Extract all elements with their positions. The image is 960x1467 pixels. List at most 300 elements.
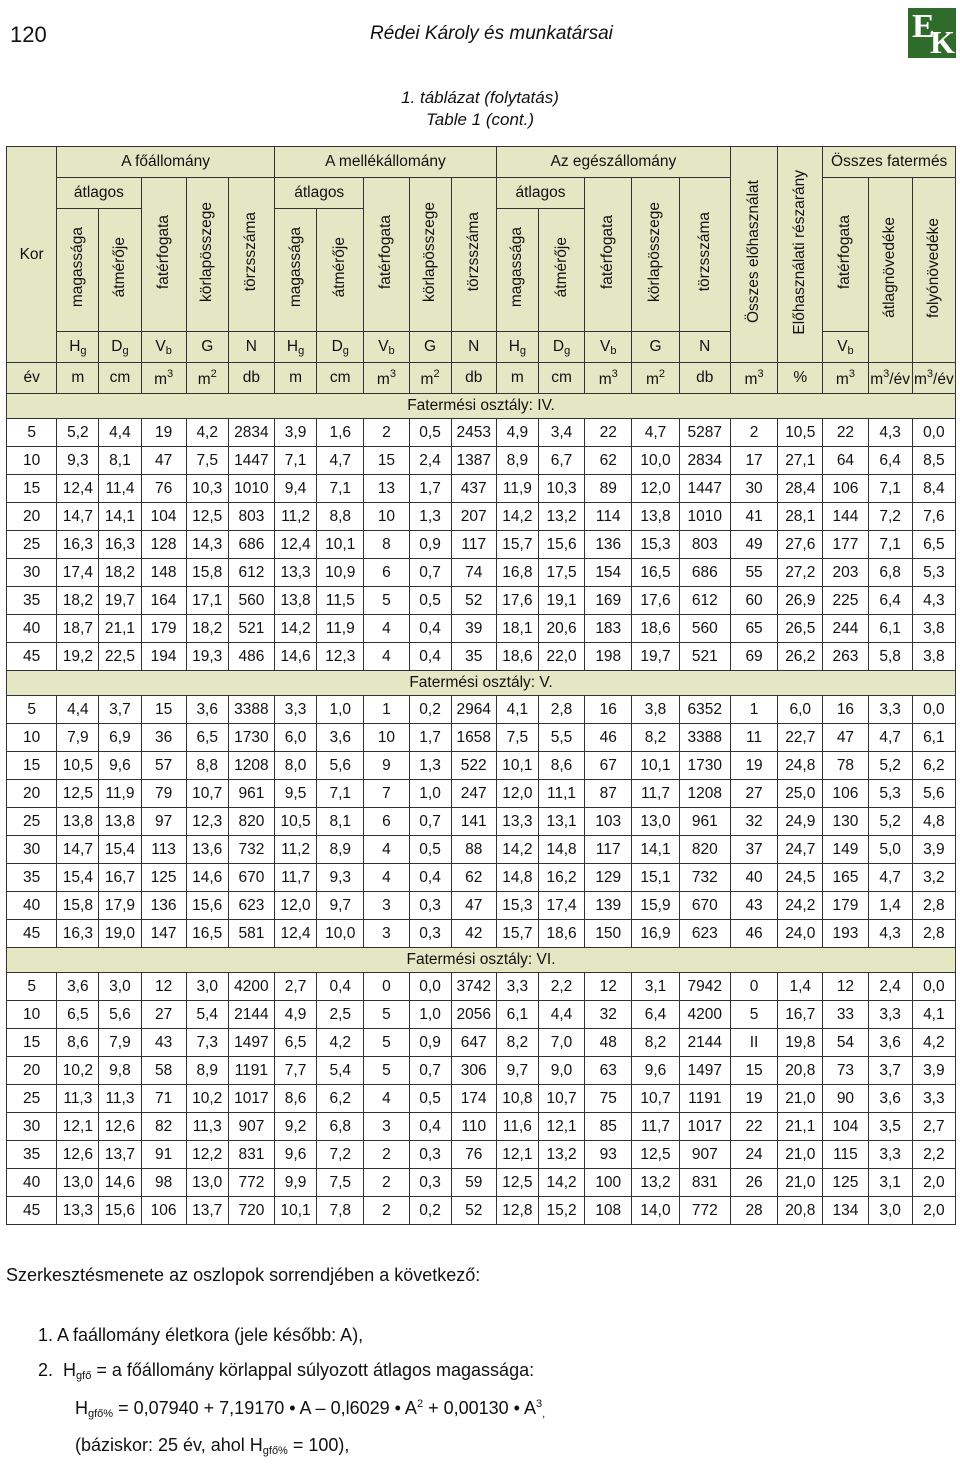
table-cell: 6,8: [317, 1113, 364, 1141]
table-cell: 22: [823, 419, 868, 447]
header-torzsszama: törzsszáma: [679, 178, 730, 332]
unit-m2: $m^2$: [186, 363, 228, 394]
age-cell: 30: [7, 559, 57, 587]
table-cell: 76: [451, 1141, 496, 1169]
table-cell: 20,8: [778, 1197, 823, 1225]
header-magassaga: magassága: [496, 209, 538, 332]
header-atlagnovedeke: átlagnövedéke: [868, 178, 912, 363]
table-cell: 1,0: [317, 696, 364, 724]
table-cell: 97: [141, 808, 186, 836]
table-cell: 15,8: [186, 559, 228, 587]
table-cell: 8,6: [538, 752, 584, 780]
section-header-row: [7, 671, 956, 696]
table-cell: 0,0: [912, 973, 955, 1001]
table-caption-en: Table 1 (cont.): [425, 110, 535, 129]
age-cell: 15: [7, 475, 57, 503]
table-cell: 21,0: [778, 1169, 823, 1197]
table-cell: 4,2: [912, 1029, 955, 1057]
header-korlaposszege: körlapösszege: [409, 178, 451, 332]
table-cell: 16: [585, 696, 632, 724]
table-cell: 17,4: [538, 892, 584, 920]
table-cell: 11,6: [496, 1113, 538, 1141]
section-header-row: [7, 948, 956, 973]
table-cell: 4: [364, 615, 409, 643]
table-cell: 2964: [451, 696, 496, 724]
table-cell: 5: [364, 1029, 409, 1057]
table-row: [7, 836, 956, 864]
table-cell: 3,9: [912, 1057, 955, 1085]
table-cell: 7,1: [317, 780, 364, 808]
age-cell: 40: [7, 615, 57, 643]
table-cell: 13,8: [99, 808, 141, 836]
table-cell: 14,2: [538, 1169, 584, 1197]
table-cell: 15,4: [99, 836, 141, 864]
table-cell: 1,7: [409, 724, 451, 752]
table-cell: 79: [141, 780, 186, 808]
table-cell: 26,9: [778, 587, 823, 615]
table-cell: 12,3: [317, 643, 364, 671]
table-cell: 2,0: [912, 1169, 955, 1197]
table-cell: 12,3: [186, 808, 228, 836]
table-cell: 65: [730, 615, 777, 643]
table-cell: 803: [679, 531, 730, 559]
table-cell: 19,0: [99, 920, 141, 948]
table-cell: 3,8: [912, 643, 955, 671]
header-group-egesz: Az egészállomány: [496, 147, 730, 178]
table-cell: 5,6: [317, 752, 364, 780]
table-cell: 14,6: [99, 1169, 141, 1197]
table-cell: 4,7: [868, 724, 912, 752]
section-title: Fatermési osztály: IV.: [7, 394, 956, 419]
table-cell: 3,3: [912, 1085, 955, 1113]
symbol-g: G: [186, 332, 228, 363]
table-cell: 19: [730, 752, 777, 780]
header-faterfogata: fatérfogata: [141, 178, 186, 332]
table-cell: 60: [730, 587, 777, 615]
section-header-row: [7, 394, 956, 419]
table-cell: 7,6: [912, 503, 955, 531]
table-cell: 104: [823, 1113, 868, 1141]
table-cell: 3,3: [496, 973, 538, 1001]
table-cell: 8,1: [317, 808, 364, 836]
table-cell: 18,1: [496, 615, 538, 643]
table-cell: 0,5: [409, 587, 451, 615]
table-cell: 3742: [451, 973, 496, 1001]
table-cell: 78: [823, 752, 868, 780]
formula-line: $H_{gfő\%} = 0,07940 + 7,19170$ • A – 0,l6029 • $A^2 + 0,00130$ • $A^3_,$: [75, 1398, 546, 1420]
table-cell: 32: [730, 808, 777, 836]
table-cell: 18,6: [538, 920, 584, 948]
table-cell: 1497: [679, 1057, 730, 1085]
table-cell: 16,2: [538, 864, 584, 892]
table-row: [7, 780, 956, 808]
table-caption-hu: 1. táblázat (folytatás): [401, 88, 559, 107]
table-cell: 12: [141, 973, 186, 1001]
table-row: [7, 1197, 956, 1225]
table-cell: 1447: [679, 475, 730, 503]
table-cell: 26: [730, 1169, 777, 1197]
table-cell: 174: [451, 1085, 496, 1113]
table-cell: 961: [679, 808, 730, 836]
age-cell: 20: [7, 780, 57, 808]
table-cell: 4: [364, 643, 409, 671]
table-cell: 47: [451, 892, 496, 920]
table-cell: 2834: [679, 447, 730, 475]
table-cell: 88: [451, 836, 496, 864]
table-cell: 5: [364, 587, 409, 615]
table-cell: 24,8: [778, 752, 823, 780]
section-title: Fatermési osztály: VI.: [7, 948, 956, 973]
table-cell: 5,3: [868, 780, 912, 808]
table-cell: 5,5: [538, 724, 584, 752]
age-cell: 25: [7, 1085, 57, 1113]
table-cell: 9,9: [275, 1169, 317, 1197]
table-cell: 3,6: [868, 1029, 912, 1057]
table-cell: 8,8: [186, 752, 228, 780]
table-cell: 0,9: [409, 531, 451, 559]
symbol-dg: $D_g$: [538, 332, 584, 363]
table-cell: 3,2: [912, 864, 955, 892]
table-cell: 11,7: [632, 780, 679, 808]
age-cell: 20: [7, 1057, 57, 1085]
table-cell: 10: [364, 503, 409, 531]
table-cell: 198: [585, 643, 632, 671]
age-cell: 30: [7, 1113, 57, 1141]
table-cell: 6,1: [868, 615, 912, 643]
age-cell: 15: [7, 1029, 57, 1057]
table-cell: 10,9: [317, 559, 364, 587]
table-cell: 486: [228, 643, 274, 671]
table-cell: 12,4: [57, 475, 99, 503]
table-row: [7, 1113, 956, 1141]
table-cell: 6,5: [912, 531, 955, 559]
table-cell: 28: [730, 1197, 777, 1225]
table-cell: 7,5: [317, 1169, 364, 1197]
table-cell: 0,5: [409, 1085, 451, 1113]
symbol-vb: $V_b$: [823, 332, 868, 363]
table-cell: 732: [679, 864, 730, 892]
table-cell: 37: [730, 836, 777, 864]
table-cell: 1208: [228, 752, 274, 780]
table-cell: 1,3: [409, 752, 451, 780]
table-cell: 24,9: [778, 808, 823, 836]
table-cell: 11,3: [99, 1085, 141, 1113]
table-cell: 36: [141, 724, 186, 752]
table-cell: 3,8: [632, 696, 679, 724]
table-cell: 1447: [228, 447, 274, 475]
running-title: Rédei Károly és munkatársai: [370, 23, 613, 44]
unit-m3: $m^3$: [141, 363, 186, 394]
symbol-g: G: [409, 332, 451, 363]
table-cell: 11,5: [317, 587, 364, 615]
table-cell: 76: [141, 475, 186, 503]
table-cell: 41: [730, 503, 777, 531]
table-cell: 17,1: [186, 587, 228, 615]
table-cell: 10,1: [317, 531, 364, 559]
table-row: [7, 1001, 956, 1029]
table-cell: 13,8: [275, 587, 317, 615]
table-cell: 10,7: [632, 1085, 679, 1113]
table-cell: 1658: [451, 724, 496, 752]
symbol-dg: $D_g$: [317, 332, 364, 363]
table-row: [7, 696, 956, 724]
table-cell: 82: [141, 1113, 186, 1141]
table-cell: 4,1: [912, 1001, 955, 1029]
table-cell: 820: [679, 836, 730, 864]
table-cell: 11: [730, 724, 777, 752]
table-cell: 9,6: [99, 752, 141, 780]
table-cell: 12,0: [632, 475, 679, 503]
table-cell: 10,1: [275, 1197, 317, 1225]
table-cell: 9,3: [317, 864, 364, 892]
unit-m2: $m^2$: [409, 363, 451, 394]
table-cell: 19,2: [57, 643, 99, 671]
table-cell: 8: [364, 531, 409, 559]
table-cell: 91: [141, 1141, 186, 1169]
table-cell: 10,1: [632, 752, 679, 780]
table-cell: 19: [730, 1085, 777, 1113]
table-cell: 0,3: [409, 892, 451, 920]
table-cell: 1497: [228, 1029, 274, 1057]
table-cell: 1010: [228, 475, 274, 503]
table-cell: 27,1: [778, 447, 823, 475]
table-cell: 6,8: [868, 559, 912, 587]
unit-m3: $m^3$: [585, 363, 632, 394]
table-cell: 10,3: [538, 475, 584, 503]
table-cell: 0,0: [409, 973, 451, 1001]
table-cell: 8,8: [317, 503, 364, 531]
table-cell: 27,2: [778, 559, 823, 587]
table-cell: 15,9: [632, 892, 679, 920]
table-cell: 35: [451, 643, 496, 671]
table-cell: 13,2: [538, 1141, 584, 1169]
age-cell: 35: [7, 1141, 57, 1169]
table-cell: 0,2: [409, 696, 451, 724]
table-cell: 12,1: [538, 1113, 584, 1141]
table-cell: 106: [823, 475, 868, 503]
table-row: [7, 1057, 956, 1085]
table-body: [7, 394, 956, 1225]
table-cell: 17,4: [57, 559, 99, 587]
table-cell: 244: [823, 615, 868, 643]
unit-m3-per-ev: $m^3/év$: [912, 363, 955, 394]
table-cell: 75: [585, 1085, 632, 1113]
table-cell: 73: [823, 1057, 868, 1085]
table-cell: 69: [730, 643, 777, 671]
symbol-hg: $H_g$: [275, 332, 317, 363]
table-cell: 46: [585, 724, 632, 752]
table-cell: 0,4: [409, 864, 451, 892]
table-cell: 0,0: [912, 696, 955, 724]
table-cell: 20,6: [538, 615, 584, 643]
table-cell: 1387: [451, 447, 496, 475]
age-cell: 40: [7, 892, 57, 920]
table-cell: 14,7: [57, 503, 99, 531]
table-cell: 10,7: [186, 780, 228, 808]
table-cell: 522: [451, 752, 496, 780]
table-cell: 13,2: [632, 1169, 679, 1197]
table-cell: 117: [585, 836, 632, 864]
table-cell: 2,2: [912, 1141, 955, 1169]
table-cell: 11,2: [275, 836, 317, 864]
table-cell: 5,4: [186, 1001, 228, 1029]
base-age-note: (báziskor: 25 év, ahol $H_{gfő\%} = 100$),: [75, 1435, 350, 1457]
table-cell: 115: [823, 1141, 868, 1169]
table-row: [7, 724, 956, 752]
table-cell: 26,5: [778, 615, 823, 643]
table-cell: 74: [451, 559, 496, 587]
table-cell: 247: [451, 780, 496, 808]
table-cell: 4,4: [57, 696, 99, 724]
header-faterfogata: fatérfogata: [364, 178, 409, 332]
table-cell: 125: [141, 864, 186, 892]
table-row: [7, 419, 956, 447]
table-cell: 129: [585, 864, 632, 892]
table-cell: 18,2: [186, 615, 228, 643]
unit-m3: $m^3$: [730, 363, 777, 394]
table-cell: 3,7: [99, 696, 141, 724]
table-cell: 8,2: [632, 724, 679, 752]
table-cell: 17,6: [632, 587, 679, 615]
table-cell: 130: [823, 808, 868, 836]
table-cell: 15,6: [99, 1197, 141, 1225]
table-cell: 3: [364, 1113, 409, 1141]
table-cell: 9,6: [632, 1057, 679, 1085]
table-cell: 117: [451, 531, 496, 559]
table-cell: 106: [823, 780, 868, 808]
unit-m: m: [496, 363, 538, 394]
table-cell: 3: [364, 892, 409, 920]
table-cell: 203: [823, 559, 868, 587]
table-cell: 6: [364, 808, 409, 836]
table-cell: 0,4: [409, 643, 451, 671]
header-torzsszama: törzsszáma: [228, 178, 274, 332]
table-cell: 11,7: [632, 1113, 679, 1141]
table-cell: 136: [141, 892, 186, 920]
table-cell: 6,2: [912, 752, 955, 780]
unit-db: db: [679, 363, 730, 394]
logo-letter-e: E: [912, 8, 935, 45]
table-cell: 12,5: [496, 1169, 538, 1197]
table-cell: 8,9: [186, 1057, 228, 1085]
table-row: [7, 1029, 956, 1057]
table-cell: 2: [364, 419, 409, 447]
table-cell: 2,7: [275, 973, 317, 1001]
age-cell: 15: [7, 752, 57, 780]
table-cell: 3,9: [912, 836, 955, 864]
table-row: [7, 587, 956, 615]
unit-db: db: [228, 363, 274, 394]
header-korlaposszege: körlapösszege: [186, 178, 228, 332]
table-cell: 139: [585, 892, 632, 920]
table-cell: 831: [228, 1141, 274, 1169]
table-cell: 42: [451, 920, 496, 948]
table-cell: 9: [364, 752, 409, 780]
unit-m: m: [275, 363, 317, 394]
unit-m2: $m^2$: [632, 363, 679, 394]
table-cell: 3,4: [538, 419, 584, 447]
table-cell: 48: [585, 1029, 632, 1057]
unit-ev: év: [7, 363, 57, 394]
table-cell: 12,2: [186, 1141, 228, 1169]
table-row: [7, 503, 956, 531]
unit-cm: cm: [99, 363, 141, 394]
table-cell: 7942: [679, 973, 730, 1001]
table-cell: 11,9: [99, 780, 141, 808]
table-cell: 15: [141, 696, 186, 724]
table-cell: 225: [823, 587, 868, 615]
unit-m: m: [57, 363, 99, 394]
table-cell: 907: [679, 1141, 730, 1169]
table-cell: 12: [823, 973, 868, 1001]
table-cell: 1,4: [778, 973, 823, 1001]
table-cell: 2,2: [538, 973, 584, 1001]
table-cell: 4,1: [496, 696, 538, 724]
section-title: Fatermési osztály: V.: [7, 671, 956, 696]
age-cell: 10: [7, 724, 57, 752]
table-cell: 5,6: [912, 780, 955, 808]
table-cell: 25,0: [778, 780, 823, 808]
table-cell: 8,1: [99, 447, 141, 475]
table-cell: 1191: [679, 1085, 730, 1113]
table-cell: 5287: [679, 419, 730, 447]
table-cell: 149: [823, 836, 868, 864]
table-cell: 0,2: [409, 1197, 451, 1225]
table-cell: 2834: [228, 419, 274, 447]
table-cell: 13,0: [186, 1169, 228, 1197]
table-cell: 2,8: [912, 920, 955, 948]
table-cell: 5: [364, 1001, 409, 1029]
table-cell: 720: [228, 1197, 274, 1225]
table-cell: 62: [585, 447, 632, 475]
header-atlagos: átlagos: [57, 178, 141, 209]
table-cell: 16,5: [632, 559, 679, 587]
age-cell: 5: [7, 973, 57, 1001]
table-cell: 106: [141, 1197, 186, 1225]
table-cell: 7,3: [186, 1029, 228, 1057]
header-atmeroje: átmérője: [317, 209, 364, 332]
table-cell: 12,4: [275, 531, 317, 559]
table-cell: 15,1: [632, 864, 679, 892]
table-row: [7, 1085, 956, 1113]
table-cell: 17,5: [538, 559, 584, 587]
table-cell: 141: [451, 808, 496, 836]
table-cell: 128: [141, 531, 186, 559]
header-magassaga: magassága: [57, 209, 99, 332]
publisher-logo: [908, 8, 956, 58]
table-cell: 0,7: [409, 808, 451, 836]
page-header: [0, 0, 960, 64]
table-cell: 13,7: [99, 1141, 141, 1169]
construction-intro: Szerkesztésmenete az oszlopok sorrendjében a következő:: [6, 1265, 481, 1285]
table-cell: 4,7: [632, 419, 679, 447]
table-row: [7, 559, 956, 587]
table-cell: 961: [228, 780, 274, 808]
age-cell: 5: [7, 419, 57, 447]
table-cell: 0,4: [409, 1113, 451, 1141]
table-cell: 686: [679, 559, 730, 587]
table-cell: 4,9: [275, 1001, 317, 1029]
table-cell: 19,8: [778, 1029, 823, 1057]
table-cell: 4,9: [496, 419, 538, 447]
symbol-vb: $V_b$: [364, 332, 409, 363]
table-cell: 11,3: [57, 1085, 99, 1113]
table-cell: 10,0: [317, 920, 364, 948]
table-cell: 52: [451, 587, 496, 615]
table-cell: 177: [823, 531, 868, 559]
table-cell: 0,3: [409, 920, 451, 948]
table-cell: 2: [364, 1169, 409, 1197]
